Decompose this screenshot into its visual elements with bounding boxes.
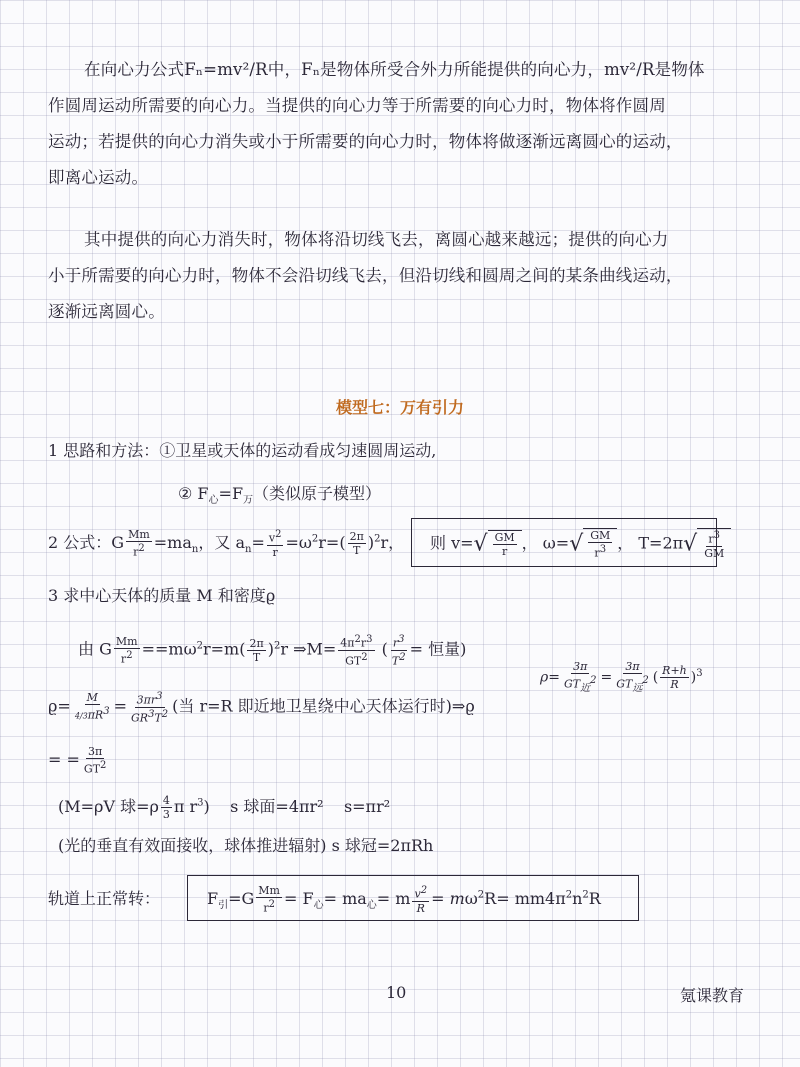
para2-line2: 小于所需要的向心力时，物体不会沿切线飞去，但沿切线和圆周之间的某条曲线运动， [48,266,683,285]
para2-line1: 其中提供的向心力消失时，物体将沿切线飞去，离圆心越来越远；提供的向心力 [84,230,669,249]
density-derivation: ϱ= $\frac{M}{4/3\pi R^3}$ = $\frac{3\pi r^3}{GR^3T^2}$ (当 r=R 即近地卫星绕中心天体运行时)⇒ϱ [48,691,475,725]
sphere-formulas: (M=ρV 球=ρ $\frac{4}{3}$ π $r^3$) s 球面=4πr² s=πr² [58,794,391,821]
mass-derivation: 由 G $\frac{Mm}{r^2}$ $==m\omega^2r=m$( $\frac{2\pi}{T}$ )$^2$r ⇒M= $\frac{4\pi^2r^3}{GT^2}$ ( $\frac{r^3}{T^2}$ = 恒量) [78,634,467,668]
density-near: = = $\frac{3\pi}{GT^2}$ [48,745,107,776]
section-heading: 模型七：万有引力 [335,398,464,417]
section3-title: 3 求中心天体的质量 M 和密度ϱ [48,586,276,605]
method-line2: ② $F_心=F_万$（类似原子模型） [178,484,382,507]
radiation-note: (光的垂直有效面接收，球体推进辐射) s 球冠=2πRh [58,836,434,855]
orbit-formulas: 则 v=√ $\frac{GM}{r}$ ， ω=√ $\frac{GM}{r^3}$ ， T=2π√ $\frac{r^3}{GM}$ [430,528,731,560]
para1-line2: 作圆周运动所需要的向心力。当提供的向心力等于所需要的向心力时，物体将作圆周 [48,96,666,115]
method-line1: 1 思路和方法：①卫星或天体的运动看成匀速圆周运动, [48,441,437,460]
orbit-equation: $F_引=G$ $\frac{Mm}{r^2}$ = $F_心= ma_心= m$ $\frac{v^2}{R}$ = $m\omega^2R= mm4\pi^2n^2R$ [207,884,601,915]
brand-name: 氪课教育 [680,986,745,1005]
para1-line4: 即离心运动。 [48,168,149,187]
page-number: 10 [386,983,407,1002]
para1-line1: 在向心力公式Fₙ=mv²/R中，Fₙ是物体所受合外力所能提供的向心力，mv²/R是物体 [84,60,705,79]
para2-line3: 逐渐远离圆心。 [48,302,165,321]
density-formula-right: ρ= $\frac{3\pi}{GT_近^2}$ = $\frac{3\pi}{GT_远^2}$ ( $\frac{R+h}{R}$ )$^3$ [540,660,703,694]
orbit-label: 轨道上正常转： [48,889,161,908]
para1-line3: 运动；若提供的向心力消失或小于所需要的向心力时，物体将做逐渐远离圆心的运动， [48,132,683,151]
formula-line: 2 公式：G $\frac{Mm}{r^2}$ $=ma_n$，又 $a_n=$ $\frac{v^2}{r}$ $=\omega^2r=$( $\frac{2\pi}{T}$ )$^2$r， [48,528,405,559]
